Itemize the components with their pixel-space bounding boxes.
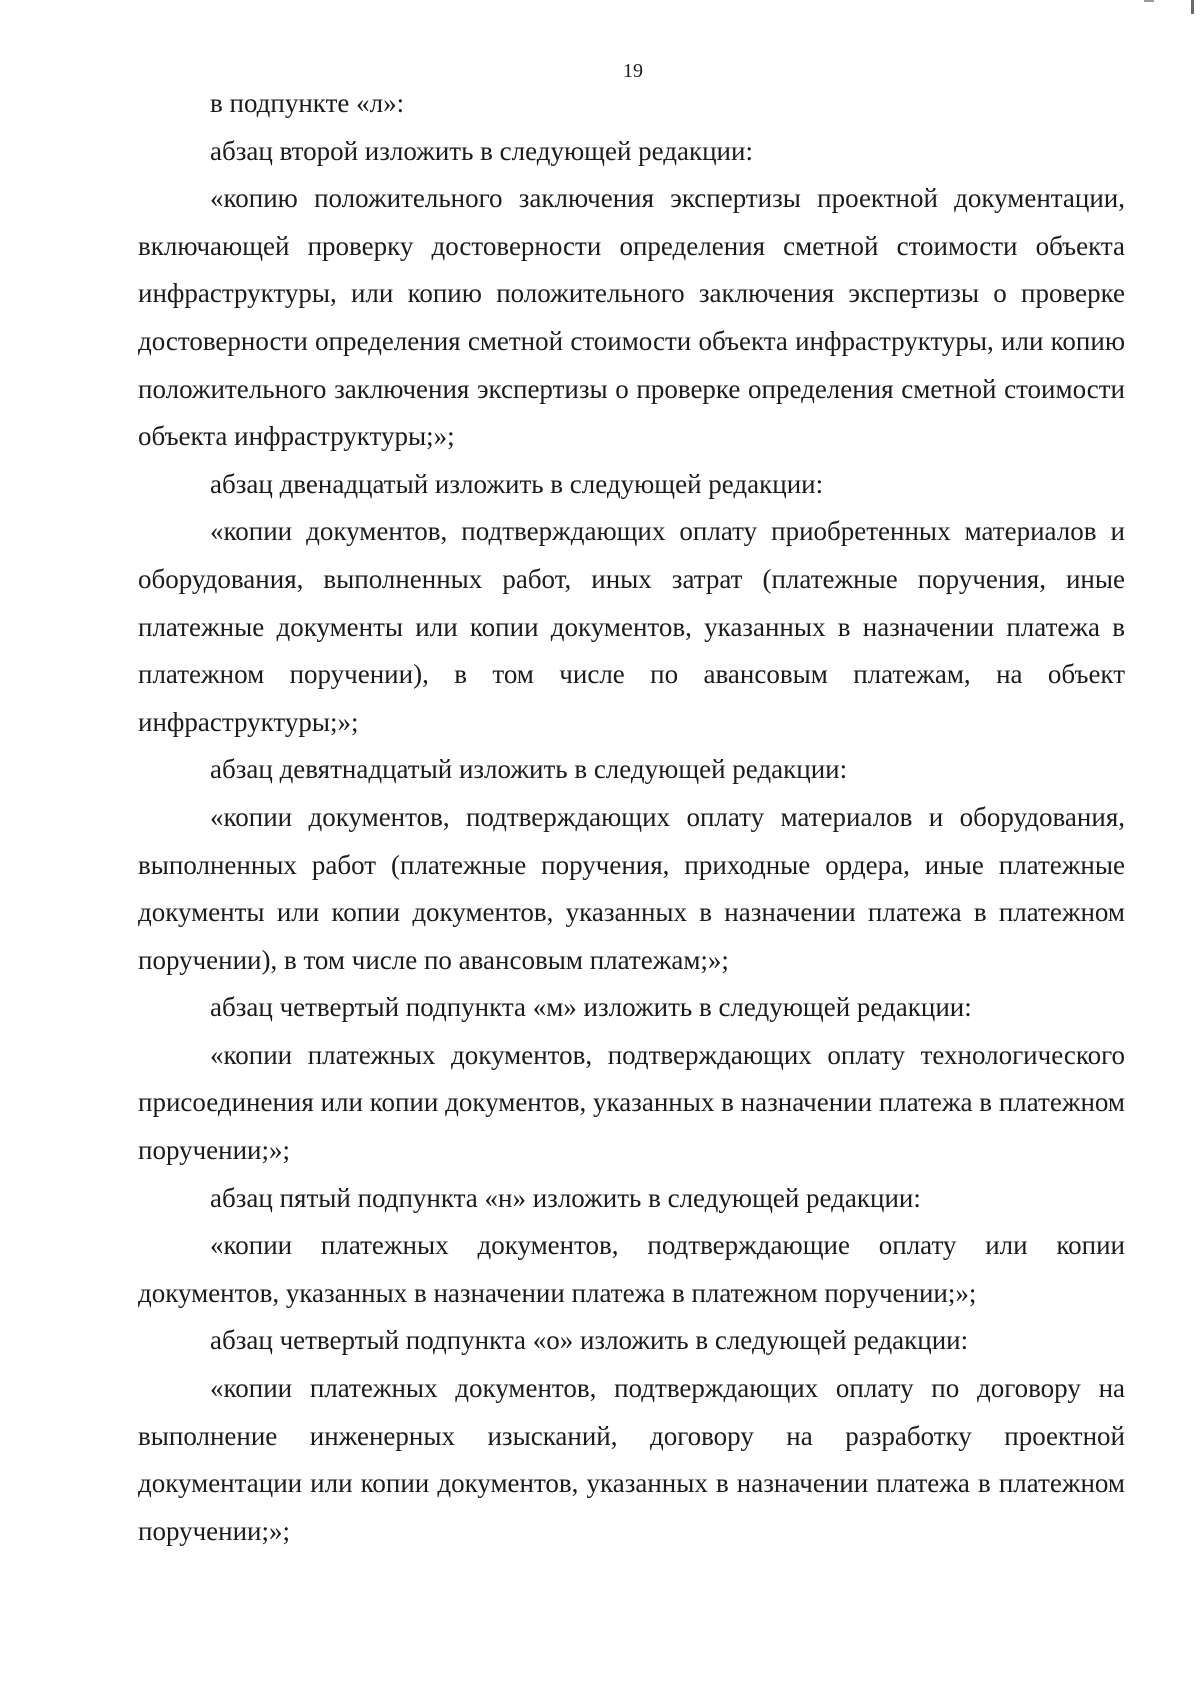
paragraph: абзац четвертый подпункта «м» изложить в следующей редакции: (210, 992, 972, 1023)
paragraph: «копии платежных документов, подтверждающих оплату по договору на выполнение инженерных изысканий, договору на разработку проектной документации или копии документов, указанных в назначении платежа в платежном поручении;»; (138, 1373, 1125, 1546)
paragraph: «копии платежных документов, подтверждающие оплату или копии документов, указанных в назначении платежа в платежном поручении;»; (138, 1230, 1125, 1308)
scan-edge-mark (1144, 0, 1154, 2)
paragraph: абзац четвертый подпункта «о» изложить в следующей редакции: (210, 1325, 969, 1356)
paragraph: абзац девятнадцатый изложить в следующей редакции: (210, 754, 848, 785)
page-number: 19 (623, 60, 643, 82)
paragraph: «копии документов, подтверждающих оплату приобретенных материалов и оборудования, выполненных работ, иных затрат (платежные поручения, иные платежные документы или копии документов, указанных в назначении платежа в платежном поручении), в том числе по авансовым платежам, на объект инфраструктуры;»; (138, 516, 1125, 737)
paragraph: «копию положительного заключения экспертизы проектной документации, включающей проверку достоверности определения сметной стоимости объекта инфраструктуры, или копию положительного заключения экспертизы о проверке достоверности определения сметной стоимости объекта инфраструктуры, или копию положительного заключения экспертизы о проверке определения сметной стоимости объекта инфраструктуры;»; (138, 183, 1125, 452)
paragraph: в подпункте «л»: (210, 88, 405, 118)
scan-edge-mark (1191, 0, 1194, 14)
paragraph: абзац двенадцатый изложить в следующей редакции: (210, 468, 824, 499)
paragraph: абзац пятый подпункта «н» изложить в следующей редакции: (210, 1182, 921, 1213)
document-body (138, 80, 1125, 1555)
paragraph: «копии документов, подтверждающих оплату материалов и оборудования, выполненных работ (платежные поручения, приходные ордера, иные платежные документы или копии документов, указанных в назначении платежа в платежном поручении), в том числе по авансовым платежам;»; (138, 801, 1125, 975)
paragraph: абзац второй изложить в следующей редакции: (210, 135, 753, 166)
paragraph: «копии платежных документов, подтверждающих оплату технологического присоединения или копии документов, указанных в назначении платежа в платежном поручении;»; (138, 1039, 1125, 1166)
